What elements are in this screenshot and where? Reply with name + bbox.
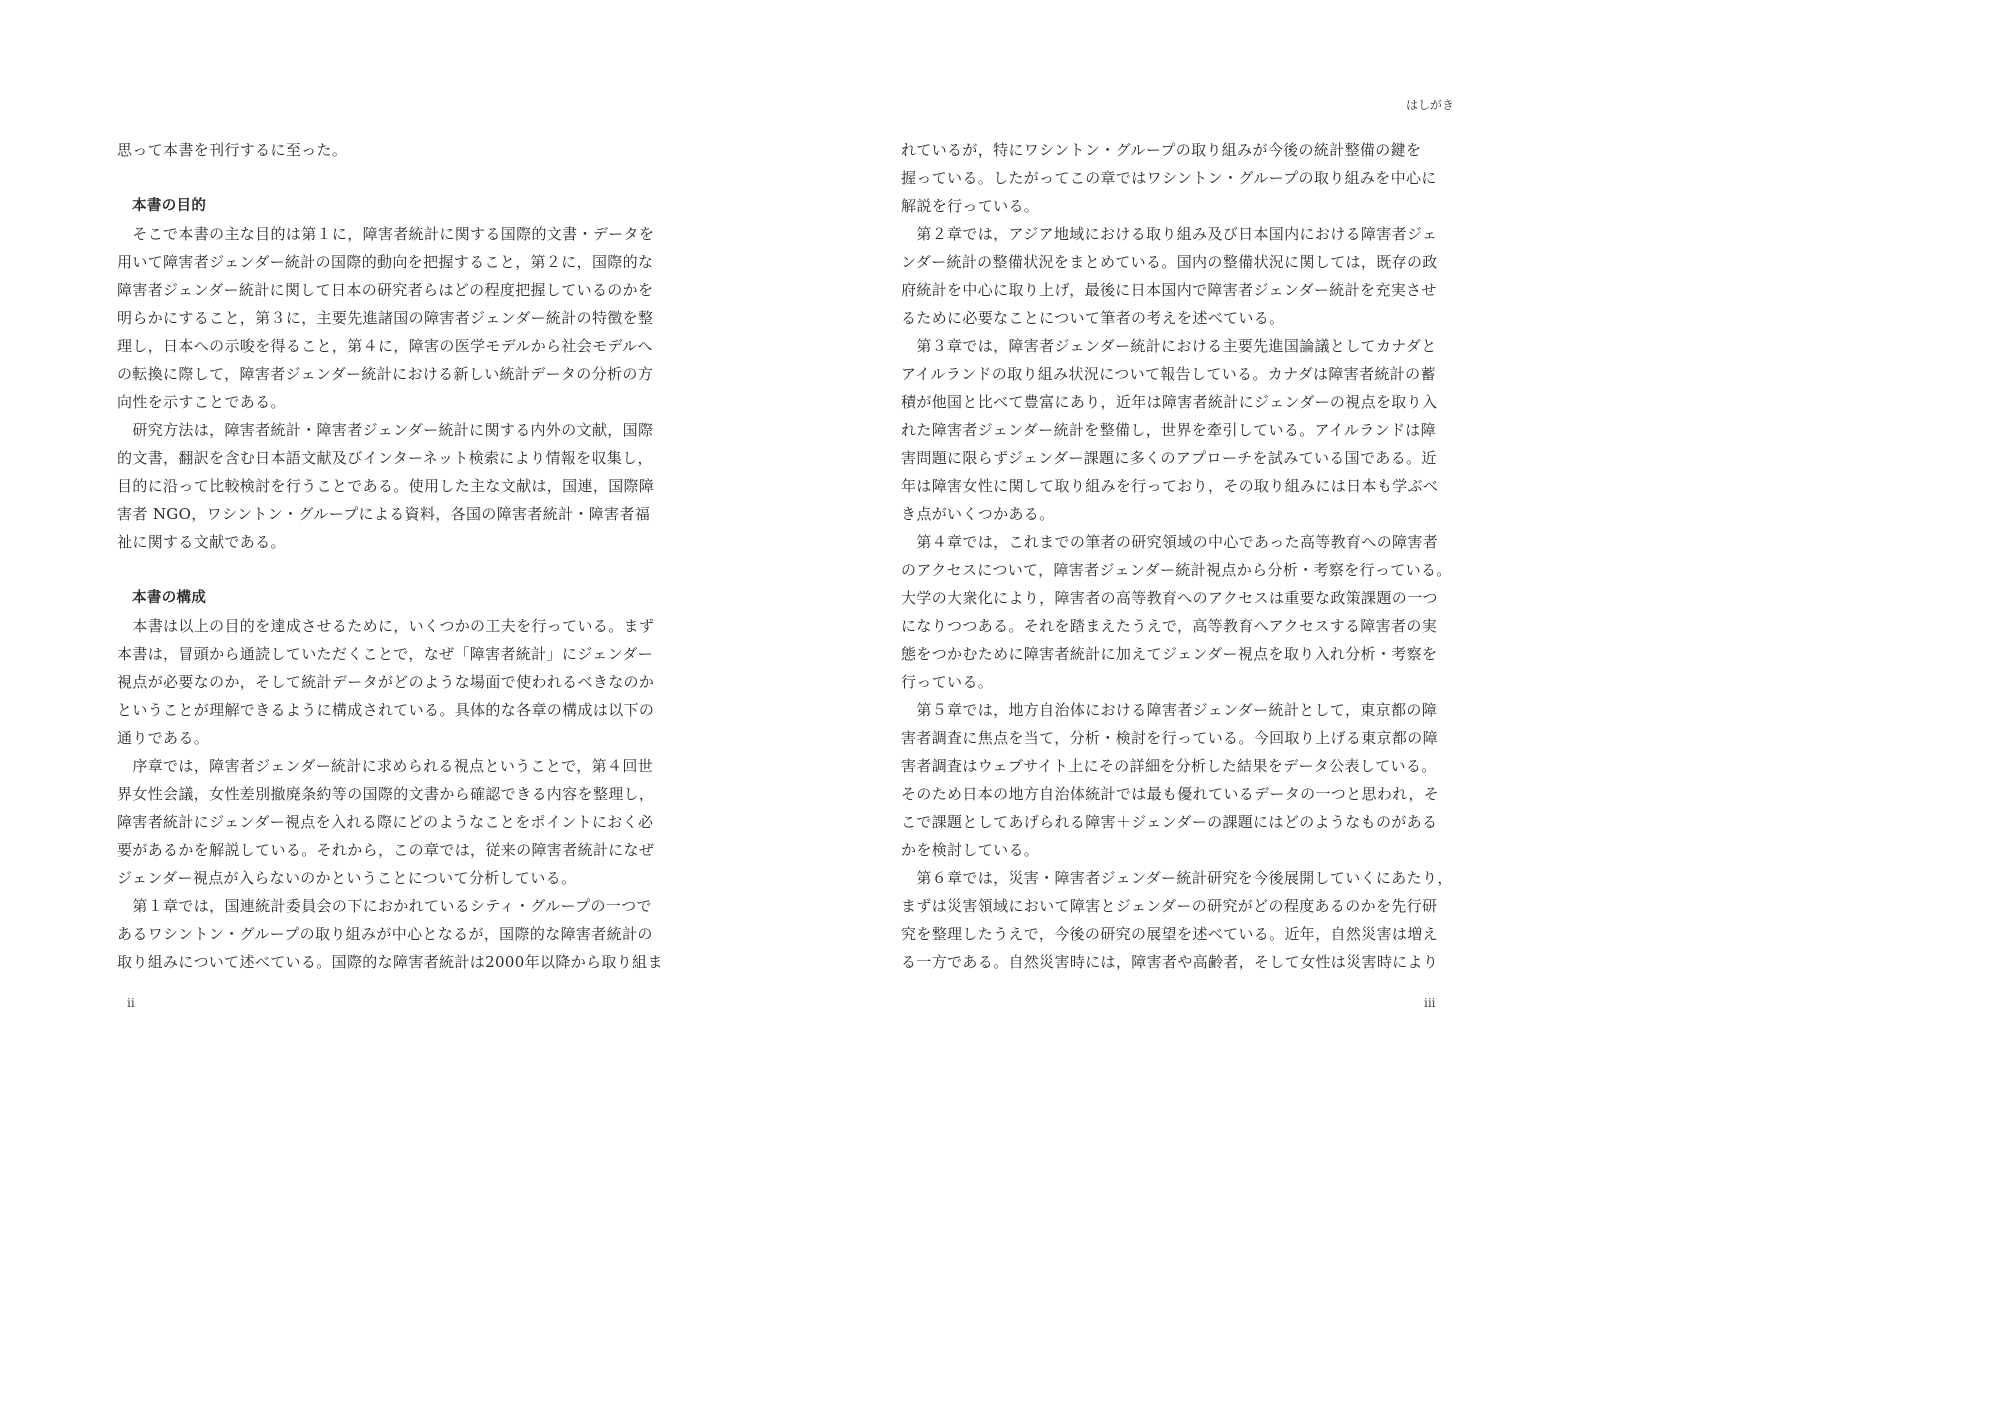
text-line: そこで本書の主な目的は第１に，障害者統計に関する国際的文書・データを xyxy=(117,225,655,243)
text-line: 第３章では，障害者ジェンダー統計における主要先進国論議としてカナダと xyxy=(901,337,1437,355)
text-line: 究を整理したうえで，今後の研究の展望を述べている。近年，自然災害は増え xyxy=(901,925,1438,943)
text-line: 第１章では，国連統計委員会の下におかれているシティ・グループの一つで xyxy=(117,897,652,915)
paragraph-gap xyxy=(117,556,673,584)
text-line: 本書は，冒頭から通読していただくことで，なぜ「障害者統計」にジェンダー xyxy=(117,645,654,663)
right-page xyxy=(784,0,1568,1109)
text-line: 明らかにすること，第３に，主要先進諸国の障害者ジェンダー統計の特徴を整 xyxy=(117,309,654,327)
text-line: 的文書，翻訳を含む日本語文献及びインターネット検索により情報を収集し， xyxy=(117,449,653,467)
text-line: き点がいくつかある。 xyxy=(901,505,1055,523)
text-line: 積が他国と比べて豊富にあり，近年は障害者統計にジェンダーの視点を取り入 xyxy=(901,393,1438,411)
page-number-right: iii xyxy=(1424,996,1436,1010)
text-line: れているが，特にワシントン・グループの取り組みが今後の統計整備の鍵を xyxy=(901,141,1422,159)
text-line: 年は障害女性に関して取り組みを行っており，その取り組みには日本も学ぶべ xyxy=(901,477,1439,495)
text-line: 害者 NGO，ワシントン・グループによる資料，各国の障害者統計・障害者福 xyxy=(117,505,651,523)
text-line: 第２章では，アジア地域における取り組み及び日本国内における障害者ジェ xyxy=(901,225,1438,243)
text-line: 研究方法は，障害者統計・障害者ジェンダー統計に関する内外の文献，国際 xyxy=(117,421,654,439)
text-line: るために必要なことについて筆者の考えを述べている。 xyxy=(901,309,1285,327)
text-line: 害者調査はウェブサイト上にその詳細を分析した結果をデータ公表している。 xyxy=(901,757,1437,775)
text-line: ということが理解できるように構成されている。具体的な各章の構成は以下の xyxy=(117,701,655,719)
text-line: 目的に沿って比較検討を行うことである。使用した主な文献は，国連，国際障 xyxy=(117,477,655,495)
text-line: 序章では，障害者ジェンダー統計に求められる視点ということで，第４回世 xyxy=(117,757,654,775)
text-line: 第６章では，災害・障害者ジェンダー統計研究を今後展開していくにあたり， xyxy=(901,869,1453,887)
paragraph-gap xyxy=(117,164,673,192)
text-line: になりつつある。それを踏まえたうえで，高等教育へアクセスする障害者の実 xyxy=(901,617,1438,635)
text-line: かを検討している。 xyxy=(901,841,1040,859)
right-page-body xyxy=(901,136,1457,976)
text-line: のアクセスについて，障害者ジェンダー統計視点から分析・考察を行っている。 xyxy=(901,561,1452,579)
text-line: る一方である。自然災害時には，障害者や高齢者，そして女性は災害時により xyxy=(901,953,1439,971)
text-line: そのため日本の地方自治体統計では最も優れているデータの一つと思われ，そ xyxy=(901,785,1440,803)
text-line: 本書は以上の目的を達成させるために，いくつかの工夫を行っている。まず xyxy=(117,617,655,635)
text-line: ジェンダー視点が入らないのかということについて分析している。 xyxy=(117,869,577,887)
text-line: れた障害者ジェンダー統計を整備し，世界を牽引している。アイルランドは障 xyxy=(901,421,1437,439)
text-line: あるワシントン・グループの取り組みが中心となるが，国際的な障害者統計の xyxy=(117,925,653,943)
text-line: 思って本書を刊行するに至った。 xyxy=(117,141,348,159)
running-head: はしがき xyxy=(1405,98,1454,112)
text-line: 理し，日本への示唆を得ること，第４に，障害の医学モデルから社会モデルへ xyxy=(117,337,653,355)
text-line: 向性を示すことである。 xyxy=(117,393,286,411)
text-line: まずは災害領域において障害とジェンダーの研究がどの程度あるのかを先行研 xyxy=(901,897,1438,915)
text-line: 第４章では，これまでの筆者の研究領域の中心であった高等教育への障害者 xyxy=(901,533,1439,551)
text-line: 取り組みについて述べている。国際的な障害者統計は2000年以降から取り組ま xyxy=(117,953,663,971)
text-line: 要があるかを解説している。それから，この章では，従来の障害者統計になぜ xyxy=(117,841,655,859)
section-heading: 本書の構成 xyxy=(132,590,207,606)
text-line: 界女性会議，女性差別撤廃条約等の国際的文書から確認できる内容を整理し， xyxy=(117,785,655,803)
left-page-body xyxy=(117,136,673,976)
section-heading: 本書の目的 xyxy=(132,198,207,214)
text-line: 障害者ジェンダー統計に関して日本の研究者らはどの程度把握しているのかを xyxy=(117,281,654,299)
text-line: 害者調査に焦点を当て，分析・検討を行っている。今回取り上げる東京都の障 xyxy=(901,729,1438,747)
text-line: 第５章では，地方自治体における障害者ジェンダー統計として，東京都の障 xyxy=(901,701,1438,719)
text-line: 握っている。したがってこの章ではワシントン・グループの取り組みを中心に xyxy=(901,169,1437,187)
text-line: の転換に際して，障害者ジェンダー統計における新しい統計データの分析の方 xyxy=(117,365,654,383)
text-line: 害問題に限らずジェンダー課題に多くのアプローチを試みている国である。近 xyxy=(901,449,1437,467)
text-line: 大学の大衆化により，障害者の高等教育へのアクセスは重要な政策課題の一つ xyxy=(901,589,1438,607)
text-line: 祉に関する文献である。 xyxy=(117,533,286,551)
text-line: こで課題としてあげられる障害＋ジェンダーの課題にはどのようなものがある xyxy=(901,813,1438,831)
text-line: 視点が必要なのか，そして統計データがどのような場面で使われるべきなのか xyxy=(117,673,655,691)
text-line: ンダー統計の整備状況をまとめている。国内の整備状況に関しては，既存の政 xyxy=(901,253,1438,271)
text-line: 通りである。 xyxy=(117,729,210,747)
text-line: 府統計を中心に取り上げ，最後に日本国内で障害者ジェンダー統計を充実させ xyxy=(901,281,1437,299)
text-line: 解説を行っている。 xyxy=(901,197,1040,215)
text-line: 態をつかむために障害者統計に加えてジェンダー視点を取り入れ分析・考察を xyxy=(901,645,1438,663)
page-number-left: ii xyxy=(127,996,135,1010)
text-line: 障害者統計にジェンダー視点を入れる際にどのようなことをポイントにおく必 xyxy=(117,813,654,831)
text-line: アイルランドの取り組み状況について報告している。カナダは障害者統計の蓄 xyxy=(901,365,1436,383)
left-page xyxy=(0,0,784,1109)
text-line: 行っている。 xyxy=(901,673,994,691)
text-line: 用いて障害者ジェンダー統計の国際的動向を把握すること，第２に，国際的な xyxy=(117,253,654,271)
